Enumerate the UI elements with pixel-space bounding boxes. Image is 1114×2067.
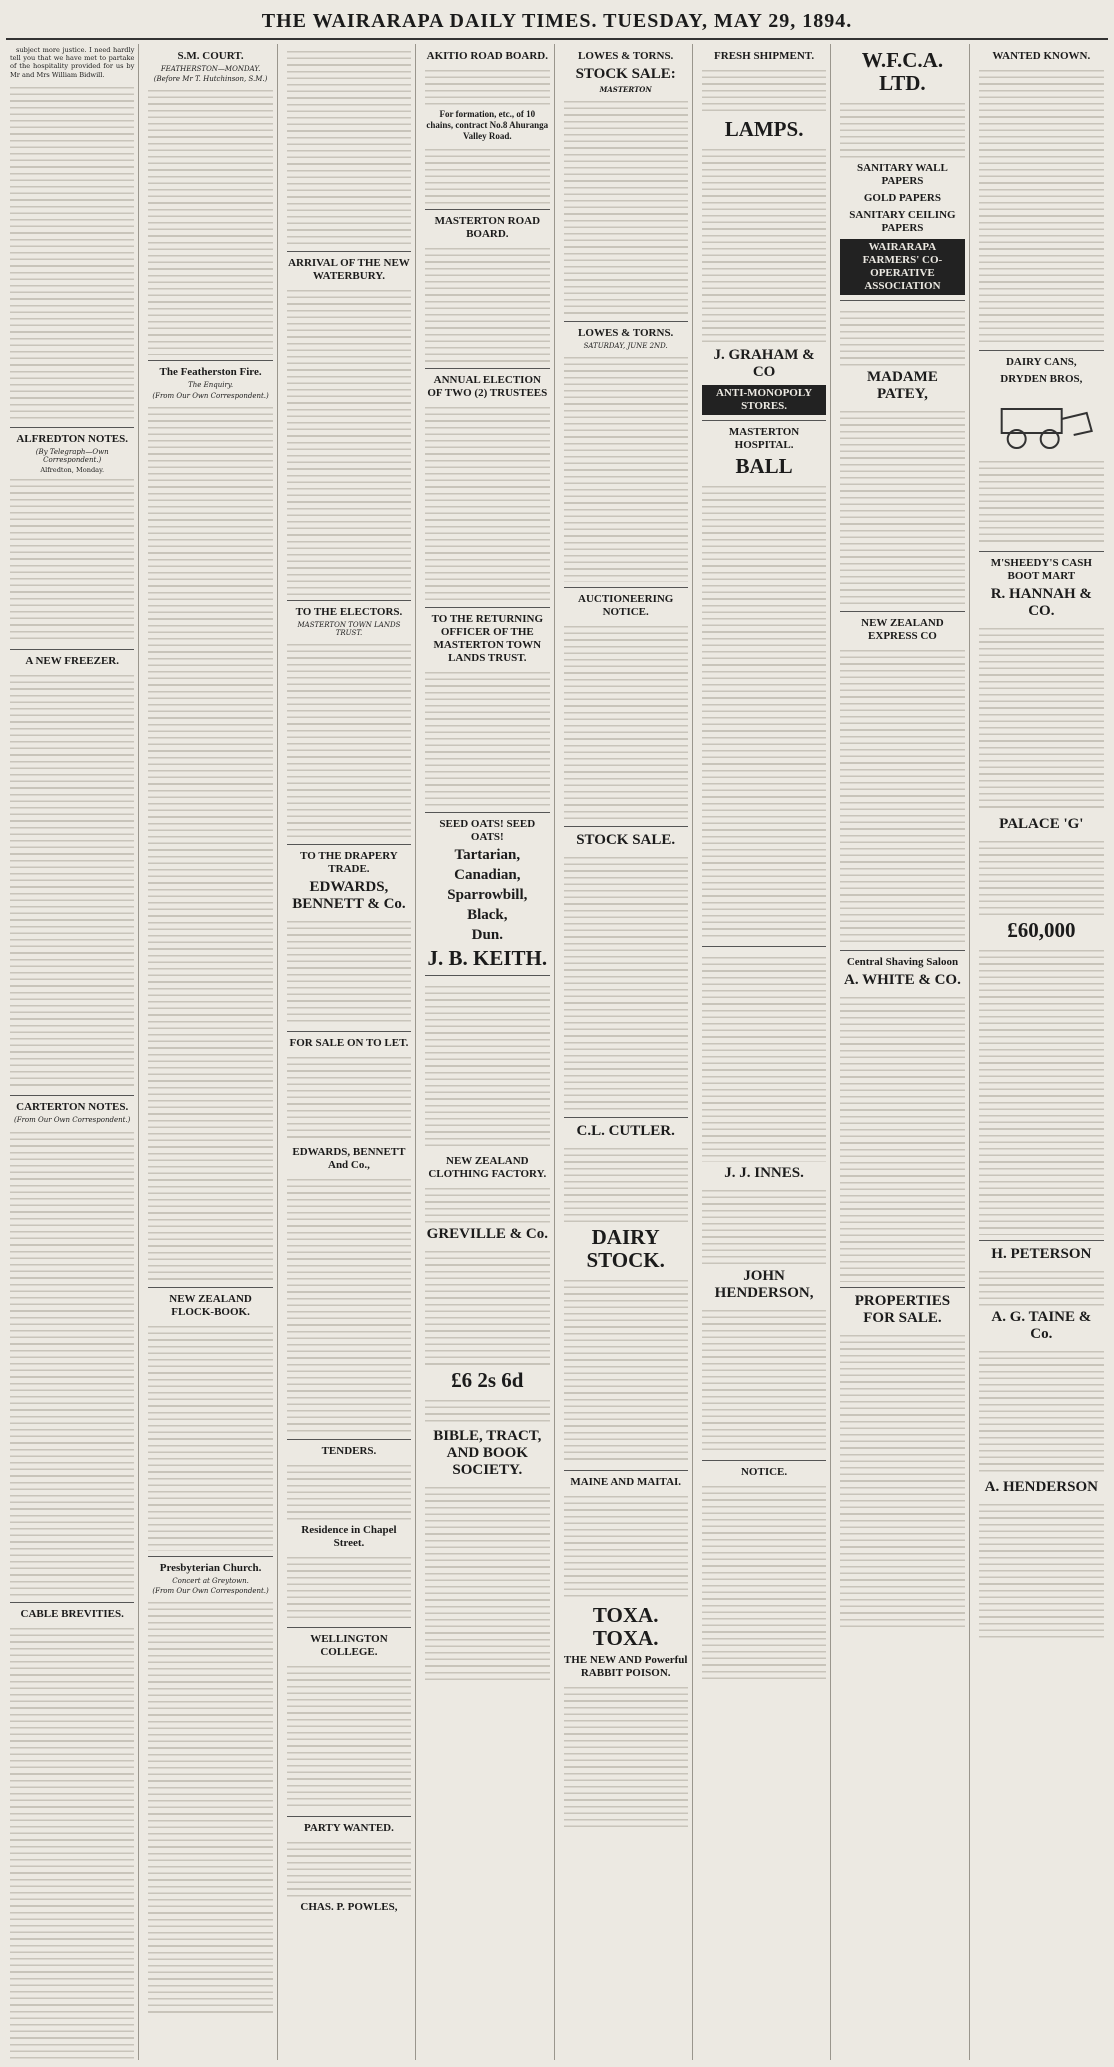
col5-body-8 xyxy=(564,1682,688,1832)
col5-body-4 xyxy=(564,852,688,1112)
col8-wanted: WANTED KNOWN. xyxy=(992,50,1091,62)
col8-body-4 xyxy=(979,836,1104,916)
col2-sub-church-b: (From Our Own Correspondent.) xyxy=(152,1587,269,1596)
col4-heading-seedoats: SEED OATS! SEED OATS! xyxy=(439,818,536,843)
col5-heading-auction: AUCTIONEERING NOTICE. xyxy=(578,593,674,619)
col3-body-10 xyxy=(287,1837,411,1897)
col4-oat-5: Dun. xyxy=(471,927,503,943)
col1-heading-alfredton: ALFREDTON NOTES. xyxy=(16,432,129,445)
col6-innes: J. J. INNES. xyxy=(724,1165,804,1181)
col4-heading-clothing: NEW ZEALAND CLOTHING FACTORY. xyxy=(428,1155,547,1180)
col1-heading-carterton: CARTERTON NOTES. xyxy=(16,1101,129,1114)
col1-body-1 xyxy=(10,82,134,422)
column-1 xyxy=(6,44,139,2060)
col4-body-1 xyxy=(425,65,549,105)
col4-oat-2: Canadian, xyxy=(454,867,521,883)
col4-ad-akitio: For formation, etc., of 10 chains, contract No.8 Ahuranga Valley Road. xyxy=(426,109,549,141)
column-8 xyxy=(975,44,1108,2060)
col2-body-2 xyxy=(148,402,272,1282)
col4-body-9 xyxy=(425,1395,549,1425)
col2-body-3 xyxy=(148,1321,272,1551)
col2-heading-court: S.M. COURT. xyxy=(177,50,244,62)
col7-body-2 xyxy=(840,306,964,366)
col3-heading-drapery: TO THE DRAPERY TRADE. xyxy=(300,850,398,876)
col5-masterton: MASTERTON xyxy=(599,85,652,94)
col1-dateline: Alfredton, Monday. xyxy=(40,466,105,475)
col7-farmers: WAIRARAPA FARMERS' CO-OPERATIVE ASSOCIATION xyxy=(840,239,964,295)
col5-body-1 xyxy=(564,96,688,316)
column-5 xyxy=(560,44,693,2060)
col4-body-8 xyxy=(425,1246,549,1366)
col4-ad-price: £6 2s 6d xyxy=(451,1368,524,1392)
col3-sub-electors: MASTERTON TOWN LANDS TRUST. xyxy=(297,621,401,638)
col8-taine: A. G. TAINE & Co. xyxy=(991,1309,1092,1343)
col7-white: A. WHITE & CO. xyxy=(844,972,961,988)
col2-heading-flockbook: NEW ZEALAND FLOCK-BOOK. xyxy=(169,1292,252,1318)
col7-ceiling-papers: SANITARY CEILING PAPERS xyxy=(849,209,956,234)
col8-body-7 xyxy=(979,1346,1104,1476)
col6-heading-shipment: FRESH SHIPMENT. xyxy=(714,50,815,62)
col7-patey: MADAME PATEY, xyxy=(867,369,938,402)
col1-body-4 xyxy=(10,1127,134,1597)
col7-body-5 xyxy=(840,992,964,1282)
col5-body-6 xyxy=(564,1275,688,1465)
column-6 xyxy=(698,44,831,2060)
col3-ad-powles: CHAS. P. POWLES, xyxy=(300,1901,398,1914)
col6-body-5 xyxy=(702,1185,826,1265)
col8-palace: PALACE 'G' xyxy=(999,816,1084,833)
col4-body-6 xyxy=(425,981,549,1151)
columns xyxy=(6,44,1108,2060)
col4-body-5 xyxy=(425,667,549,807)
column-4 xyxy=(421,44,554,2060)
col8-dryden: DRYDEN BROS, xyxy=(1000,373,1083,385)
col2-heading-church: Presbyterian Church. xyxy=(159,1561,262,1574)
col8-sixty-thousand: £60,000 xyxy=(1007,918,1076,943)
col7-body-6 xyxy=(840,1330,964,1630)
col2-heading-fire: The Featherston Fire. xyxy=(159,366,262,379)
col7-body-3 xyxy=(840,406,964,606)
col3-body-4 xyxy=(287,916,411,1026)
masthead-title: THE WAIRARAPA DAILY TIMES. TUESDAY, MAY 29, 1894. xyxy=(261,10,853,32)
col5-body-2 xyxy=(564,352,688,582)
col1-heading-freezer: A NEW FREEZER. xyxy=(25,655,119,668)
col8-dairy-cans: DAIRY CANS, xyxy=(1005,356,1077,368)
col3-ad-residence: Residence in Chapel Street. xyxy=(301,1524,397,1550)
col7-wfca: W.F.C.A. LTD. xyxy=(861,48,944,95)
col6-henderson: JOHN HENDERSON, xyxy=(714,1268,814,1301)
col5-dairy-stock: DAIRY STOCK. xyxy=(586,1225,665,1273)
col1-intro: subject more justice. I need hardly tell you that we have met to partake of the hospitality provided for us by Mr and Mrs William Bidwill. xyxy=(10,46,135,79)
col8-body-8 xyxy=(979,1499,1104,1639)
col7-shaving: Central Shaving Saloon xyxy=(846,956,959,968)
col2-sub-fire: The Enquiry. xyxy=(188,381,234,390)
col8-body-5 xyxy=(979,945,1104,1235)
column-3 xyxy=(283,44,416,2060)
col3-body-7 xyxy=(287,1460,411,1520)
col3-heading-forsale: FOR SALE ON TO LET. xyxy=(289,1037,409,1050)
col3-heading-college: WELLINGTON COLLEGE. xyxy=(310,1633,388,1659)
col4-body-2 xyxy=(425,144,549,204)
col6-body-1 xyxy=(702,65,826,115)
col1-body-5 xyxy=(10,1623,134,2060)
column-2 xyxy=(144,44,277,2060)
cart-illustration-icon xyxy=(979,391,1104,451)
col4-body-4 xyxy=(425,402,549,602)
col8-body-2 xyxy=(979,456,1104,546)
col3-body-9 xyxy=(287,1661,411,1811)
col5-ad-toxa: THE NEW AND Powerful RABBIT POISON. xyxy=(563,1654,688,1680)
col6-body-4 xyxy=(702,952,826,1162)
col6-anti-monopoly: ANTI-MONOPOLY STORES. xyxy=(702,385,826,415)
col7-express: NEW ZEALAND EXPRESS CO xyxy=(861,617,944,642)
col3-ad-edwards-2: EDWARDS, BENNETT And Co., xyxy=(292,1146,406,1172)
col3-body-5 xyxy=(287,1052,411,1142)
col5-body-7 xyxy=(564,1491,688,1601)
col6-body-7 xyxy=(702,1481,826,1681)
col1-sub-alfredton: (By Telegraph—Own Correspondent.) xyxy=(35,447,109,465)
col4-oat-1: Tartarian, xyxy=(454,847,521,863)
col7-body-4 xyxy=(840,645,964,945)
col2-sub-church: Concert at Greytown. xyxy=(172,1576,249,1585)
col3-body-2 xyxy=(287,285,411,595)
col1-sub-carterton: (From Our Own Correspondent.) xyxy=(13,1116,131,1125)
col3-heading-electors: TO THE ELECTORS. xyxy=(295,606,403,618)
col5-heading-maine: MAINE AND MAITAI. xyxy=(570,1476,682,1489)
col6-notice: NOTICE. xyxy=(740,1466,788,1478)
col6-body-2 xyxy=(702,144,826,344)
col4-body-10 xyxy=(425,1482,549,1682)
col4-oat-4: Black, xyxy=(467,907,508,923)
col4-oat-3: Sparrowbill, xyxy=(447,887,528,903)
col4-heading-roadboard: MASTERTON ROAD BOARD. xyxy=(434,215,541,240)
col6-lamps: LAMPS. xyxy=(724,117,804,141)
col3-heading-party: PARTY WANTED. xyxy=(304,1822,394,1835)
col4-heading-returning: TO THE RETURNING OFFICER OF THE MASTERTON TOWN LANDS TRUST. xyxy=(431,613,544,664)
masthead xyxy=(6,6,1108,40)
col4-heading-bible: BIBLE, TRACT, AND BOOK SOCIETY. xyxy=(433,1428,542,1478)
col2-sub-court-b: (Before Mr T. Hutchinson, S.M.) xyxy=(153,75,268,84)
col7-gold-papers: GOLD PAPERS xyxy=(863,192,941,204)
col1-body-2 xyxy=(10,474,134,644)
col3-heading-waterbury: ARRIVAL OF THE NEW WATERBURY. xyxy=(288,257,410,282)
col3-body-1 xyxy=(287,46,411,246)
col5-heading-cutler: C.L. CUTLER. xyxy=(576,1123,675,1140)
col8-henderson: A. HENDERSON xyxy=(984,1479,1098,1496)
col5-stock-sale: STOCK SALE: xyxy=(575,66,676,82)
col3-body-3 xyxy=(287,639,411,839)
col6-heading-hospital: MASTERTON HOSPITAL. xyxy=(728,426,800,451)
col5-heading-lowes-2: LOWES & TORNS. xyxy=(578,327,674,340)
column-7 xyxy=(836,44,969,2060)
col6-body-3 xyxy=(702,481,826,941)
col7-body-1 xyxy=(840,98,964,158)
col3-body-8 xyxy=(287,1552,411,1622)
col7-properties: PROPERTIES FOR SALE. xyxy=(854,1293,951,1326)
col2-sub-fire-b: (From Our Own Correspondent.) xyxy=(152,391,269,400)
col2-sub-court: FEATHERSTON—MONDAY. xyxy=(160,65,261,73)
col8-hannah: R. HANNAH & CO. xyxy=(990,586,1092,620)
col1-body-3 xyxy=(10,670,134,1090)
col6-ball: BALL xyxy=(735,454,793,478)
col5-stock-sale-2: STOCK SALE. xyxy=(576,832,676,849)
col4-heading-akitio: AKITIO ROAD BOARD. xyxy=(426,50,548,62)
col3-body-6 xyxy=(287,1174,411,1434)
col4-body-7 xyxy=(425,1183,549,1223)
col8-body-3 xyxy=(979,623,1104,813)
col5-sub-saturday: SATURDAY, JUNE 2ND. xyxy=(583,342,668,351)
col8-body-1 xyxy=(979,65,1104,345)
col8-cash-boot: M'SHEEDY'S CASH BOOT MART xyxy=(990,557,1092,583)
col2-body-1 xyxy=(148,85,272,355)
col4-heading-election: ANNUAL ELECTION OF TWO (2) TRUSTEES xyxy=(427,374,548,399)
col4-ad-greville: GREVILLE & Co. xyxy=(426,1226,548,1242)
col8-body-6 xyxy=(979,1266,1104,1306)
col6-body-6 xyxy=(702,1305,826,1455)
col2-body-4 xyxy=(148,1597,272,2017)
col4-body-3 xyxy=(425,243,549,363)
col7-sanitary-papers: SANITARY WALL PAPERS xyxy=(857,162,948,187)
col6-graham: J. GRAHAM & CO xyxy=(713,347,815,380)
col3-heading-tenders: TENDERS. xyxy=(321,1445,377,1458)
col5-body-5 xyxy=(564,1143,688,1223)
col5-body-3 xyxy=(564,621,688,821)
col5-toxa: TOXA. TOXA. xyxy=(592,1603,659,1651)
col1-heading-cable: CABLE BREVITIES. xyxy=(20,1607,124,1620)
col3-ad-edwards: EDWARDS, BENNETT & Co. xyxy=(292,879,406,913)
col8-peterson: H. PETERSON xyxy=(991,1246,1092,1263)
col4-ad-keith: J. B. KEITH. xyxy=(427,946,548,970)
col5-heading-lowes: LOWES & TORNS. xyxy=(578,50,674,62)
